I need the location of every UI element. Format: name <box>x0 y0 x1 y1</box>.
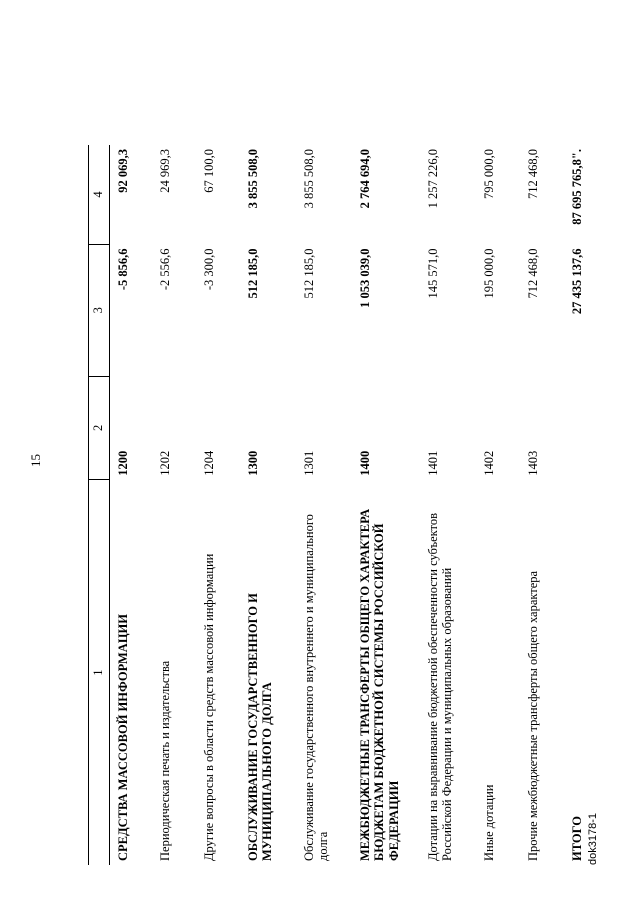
row-name: ИТОГО <box>570 816 584 861</box>
table-row <box>352 145 420 865</box>
row-code: 1301 <box>302 450 316 476</box>
row-name: МЕЖБЮДЖЕТНЫЕ ТРАНСФЕРТЫ ОБЩЕГО ХАРАКТЕРА БЮДЖЕТАМ БЮДЖЕТНОЙ СИСТЕМЫ РОССИЙСКОЙ ФЕДЕРАЦИИ <box>358 508 401 861</box>
row-total: 2 764 694,0 <box>358 149 372 209</box>
table-header-row <box>89 145 110 865</box>
table-row <box>476 145 520 865</box>
header-col-1: 1 <box>89 480 110 865</box>
row-total: 3 855 508,0 <box>302 149 316 209</box>
table-row <box>152 145 196 865</box>
header-col-3: 3 <box>89 244 110 376</box>
row-change: 512 185,0 <box>302 248 316 299</box>
row-name: ОБСЛУЖИВАНИЕ ГОСУДАРСТВЕННОГО И МУНИЦИПАЛЬНОГО ДОЛГА <box>246 593 275 861</box>
row-change: 145 571,0 <box>426 248 440 299</box>
row-change: -2 556,6 <box>158 248 172 291</box>
header-col-4: 4 <box>89 145 110 244</box>
row-total: 87 695 765,8". <box>570 149 584 225</box>
table-row <box>296 145 352 865</box>
row-total: 795 000,0 <box>482 149 496 199</box>
row-code: 1200 <box>116 450 130 476</box>
row-change: 712 468,0 <box>526 248 540 299</box>
document-code: dok3178-1 <box>587 813 599 865</box>
row-total: 67 100,0 <box>202 149 216 193</box>
row-code: 1300 <box>246 450 260 476</box>
row-name: СРЕДСТВА МАССОВОЙ ИНФОРМАЦИИ <box>116 613 130 861</box>
row-code: 1402 <box>482 450 496 476</box>
row-name: Иные дотации <box>482 784 496 861</box>
row-change: 195 000,0 <box>482 248 496 299</box>
row-name: Дотации на выравнивание бюджетной обеспеченности субъектов Российской Федерации и муниципальных образований <box>426 513 455 861</box>
row-code: 1401 <box>426 450 440 476</box>
row-total: 1 257 226,0 <box>426 149 440 209</box>
row-change: -5 856,6 <box>116 248 130 291</box>
row-total: 712 468,0 <box>526 149 540 199</box>
table-row <box>420 145 476 865</box>
row-code: 1403 <box>526 450 540 476</box>
row-change: -3 300,0 <box>202 248 216 291</box>
row-total: 3 855 508,0 <box>246 149 260 209</box>
row-name: Прочие межбюджетные трансферты общего характера <box>526 570 540 861</box>
row-name: Периодическая печать и издательства <box>158 660 172 861</box>
table-row-total <box>564 145 608 865</box>
row-change: 27 435 137,6 <box>570 248 584 315</box>
row-change: 1 053 039,0 <box>358 248 372 308</box>
row-total: 24 969,3 <box>158 149 172 193</box>
row-name: Другие вопросы в области средств массовой информации <box>202 553 216 861</box>
budget-table <box>88 145 608 865</box>
table-row <box>110 145 153 865</box>
row-code: 1202 <box>158 450 172 476</box>
row-change: 512 185,0 <box>246 248 260 299</box>
row-code: 1204 <box>202 450 216 476</box>
header-col-2: 2 <box>89 376 110 480</box>
row-name: Обслуживание государственного внутреннего и муниципального долга <box>302 514 331 861</box>
row-code <box>564 376 608 480</box>
table-row <box>196 145 240 865</box>
page-number: 15 <box>28 454 43 467</box>
row-code: 1400 <box>358 450 372 476</box>
row-total: 92 069,3 <box>116 149 130 193</box>
table-row <box>520 145 564 865</box>
table-row <box>240 145 296 865</box>
